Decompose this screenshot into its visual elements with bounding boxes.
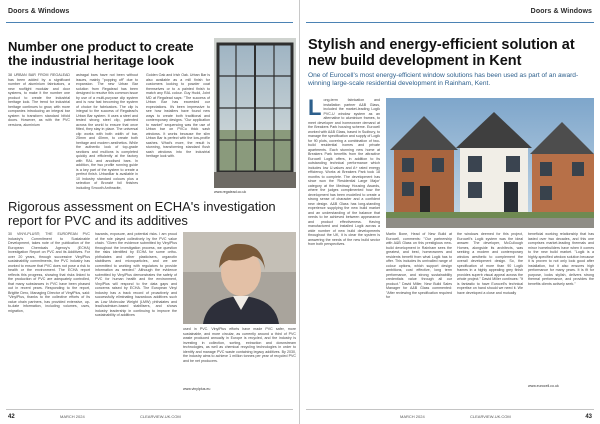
article2-text: hazards, exposure, and potential risks. I am proud of the role played collectively by the PVC value chain. "Given the evidence submitted by VinylPlus throughout the investigation process, we question the risks identified by ECHA for some ortho-phthalates and other plasticisers, organotin stabilisers and microparticles, and we are committed to working with regulators to provide information as needed." Although the evidence submitted by VinylPlus demonstrates the safety of PVC for human health and the environment, VinylPlus will respond to the data gaps and concerns raised by ECHA. The European Vinyl Industry has a track record of proactively and successfully eliminating hazardous additives such as Low Molecular Weight (LMW) phthalates and lead/cadmium-based stabilisers, and shows industry leadership in continuing to improve the sustainability of additives (95, 232, 177, 317)
page-number: 42 (8, 414, 15, 420)
article2-website: www.vinylplus.eu (183, 387, 211, 391)
article2-text: 30 VINYLPLUS®, THE EUROPEAN PVC industry's Commitment to Sustainable Development, takes note of the publication of the European Chemicals Agency's (ECHA) Investigation Report on PVC and its Additives. For over 20 years, through successive VinylPlus sustainability commitments, the PVC industry has worked to ensure that PVC does not pose a risk to health or the environment. The ECHA report reflects this progress, showing that risks linked to the production of PVC are adequately controlled, that many substances in PVC have been phased out in recent years. Responding to the report, Brigitte Dero, Managing Director of VinylPlus, said: "VinylPlus, thanks to the collective efforts of its value chain partners, has provided extensive, up-to-date information, including volumes, uses, migration, (8, 232, 90, 313)
article3-text: beneficial working relationship that has lasted over two decades, and this one comprises market-leading thermals and minor homebuilders have when it comes to the new build market. "Logik is a highly-specified window solution because it is proven to not only look good after installation, but it also ensures high performance for many years. It is fit for purpose, looks stylish, delivers strong thermal performance, and provides the benefits clients actively seek." (528, 232, 594, 286)
article2-column-1 (8, 232, 90, 392)
article3-column-2 (386, 232, 452, 394)
article2-text: used in PVC. VinylPlus efforts have made PVC safer, more sustainable, and more circular, as currently around a third of PVC waste produced annually in Europe is recycled, and the industry is investing in collection, sorting, extraction and downstream technologies, as well as chemical recycling technologies in order to identify and manage PVC waste containing legacy additives. By 2030, the industry aims to achieve 1 million tonnes per year of recycled PVC and be net producers. (183, 327, 296, 363)
article3-column-3 (457, 232, 523, 394)
publication-url: CLEARVIEW-UK.COM (470, 414, 511, 419)
issue-month: MARCH 2024 (60, 414, 85, 419)
article1-text: 38 URBAN BAR FROM REGALEAD has been added by a significant number of aluminium fabricators, a new rooflight modular and door systems, to make it the number one product to create the industrial heritage look. The trend for industrial heritage continues to grow, with more companies introducing an integral bar system to transform standard bifold doors. However, as with the PVC versions, aluminium (8, 73, 70, 127)
publication-url: CLEARVIEW-UK.COM (140, 414, 181, 419)
right-footer (300, 410, 600, 420)
article1-column-3 (146, 73, 210, 185)
article2-column-3 (183, 327, 296, 385)
article1-column-2 (76, 73, 138, 190)
section-tag: Doors & Windows (530, 8, 592, 15)
page-number: 43 (585, 414, 592, 420)
article2-headline: Rigorous assessment on ECHA's investigation report for PVC and its additives (8, 199, 276, 229)
header-rule (306, 22, 594, 23)
window-photo-illustration (214, 38, 296, 188)
article3-column-4 (528, 232, 594, 380)
portrait-illustration (183, 232, 296, 324)
article2-column-2 (95, 232, 177, 392)
article1-headline: Number one product to create the industrial heritage look (8, 39, 194, 69)
header-rule (6, 22, 293, 23)
urban-bar-window-photo (214, 38, 296, 188)
drop-cap: L (308, 95, 322, 120)
article3-headline: Stylish and energy-efficient solution at new build development in Kent (308, 37, 575, 69)
article1-text: Golden Oak and Irish Oak. Urban Bar is also available as a mill finish for customers looking to powder coat themselves or to a painted finish to match any RAL colour. Guy Hudd, Joint MD at Regalead says: "The success of Urban Bar has exceeded our expectations. It's been impressive to see how installers have found new ways to create both traditional and contemporary designs. "Our application to market" sequencing was the use of Urban bar on PVCu thick sash windows. It works because the slim Urban Bar is perfect with the low-profile sashes. What's more, the result is stunning, transforming standard flush sash windows into the industrial heritage look with. (146, 73, 210, 158)
article1-text: astragal bars have not been without issues, mainly "popping off" due to expansion. The new Urban Bar solution from Regalead has been designed to resolve this common issue by use of a multi-purpose clip system and is now fast becoming the system of choice for fabricators. The clip is integral to the success of Regalead's Urban Bar system. It uses a steel and tested strong steel clip, patented across the world to ensure that once fitted, they stay in place. The universal clip works with both width of bar, 25mm and 40mm, to create both heritage and modern aesthetics. While the authentic look of top-grade sections and mullions is completed quickly and efficiently at the factory with RAL and anodised bars. In addition, the two profile running guide is a key part of the system to create a perfect finish. UrbanBar is available in 10 industry standard colours plus a selection of Bronzlé foil finishes including Smooth Anthracite, (76, 73, 138, 190)
article3-column-1 (308, 95, 380, 394)
issue-month: MARCH 2024 (400, 414, 425, 419)
section-tag: Doors & Windows (8, 8, 70, 15)
article3-website: www.eurocell.co.uk (528, 384, 559, 388)
article3-text: the windows deemed for this project, Eurocell's Logik system was the ideal answer. The developer, McCullough Homes, alongside its architects, was seeking a modern and contemporary window aesthetic to complement the overall development design. So, the specification of more than 90 Logik frames in a highly appealing grey finish provides superb visual appeal across the whole project." David Miller continues: "It is fantastic to have Eurocell's technical expertise on hand should we need it. We have developed a close and mutually (457, 232, 523, 295)
left-footer (0, 410, 299, 420)
article3-standfirst: One of Eurocell's most energy-efficient window solutions has been used as part of an award-winning large-scale residential development in Rainham, Kent. (308, 72, 579, 87)
breakers-park-housing-photo (386, 98, 594, 228)
right-page (300, 0, 600, 424)
article1-website: www.regalead.co.uk (214, 190, 247, 194)
article1-column-1 (8, 73, 70, 185)
article3-text: Martin Bone, Head of New Build at Eurocell, comments: "Our partnership with A&B Glass on this prestigious new-build development in Rainham sees the greatest, and best, homeowners and residents benefit from what Logik has to offer. This includes its unrivalled range of colour options, which support design ambitions, cost effective, long term performance, and strong sustainability credentials value through all our product." David Miller, New Build Sales Manager for A&B Glass commented: "After reviewing the specification required for (386, 232, 452, 299)
spokesperson-portrait (183, 232, 296, 324)
article3-text: ong-term fabrication and installation partner A&B Glass, included the market-leading Logik PVC-U window system as an alternative to aluminium frames, to meet developer and homeowner demand at the Breakers Park housing scheme. Eurocell worked with A&B Glass, based in Sudbury, to manage the specification and supply of Logik for 90 plots, covering a combination of two-build residential homes and private apartments. Each stunning new home at Breakers Park benefits from the attractive Eurocell Logik offers, in addition to its outstanding technical performance which includes low U-values and A+ rated energy efficiency. Works at Breakers Park took 18 months to complete. The development has since won the 'Residential Large Major' category at the Medway Housing Awards, where the judges complimented how the development has been modelled to create a strong sense of character and a confident new design. A&B Glass has long-standing experience supplying the new build market and an understanding of the balance that needs to be achieved between appearance and product effectiveness. Having manufactured and installed Logik across a wide number of new build developments throughout the UK, it is clear the system is answering the needs of the new build sector from both perspectives. (308, 98, 380, 246)
housing-photo-illustration (386, 98, 594, 228)
